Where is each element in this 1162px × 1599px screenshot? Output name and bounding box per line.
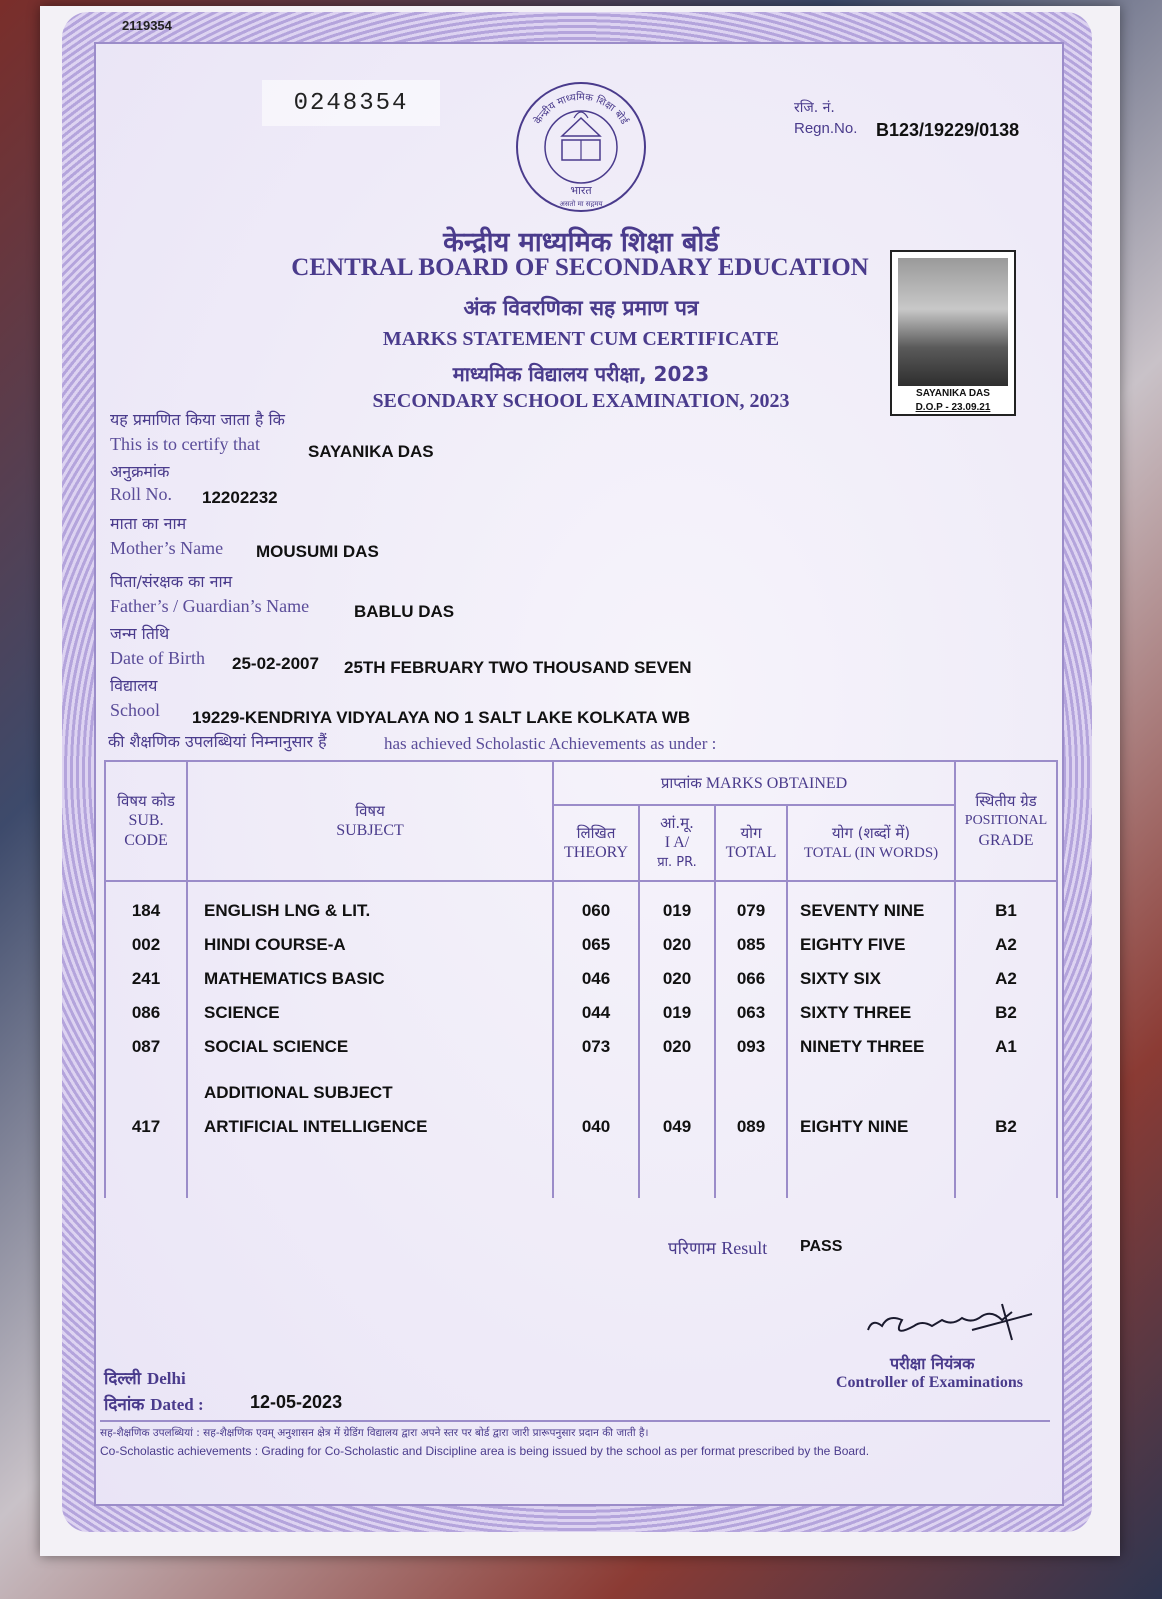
header-total: योग TOTAL (715, 805, 787, 881)
column-total-words (787, 881, 955, 1198)
portrait-image (898, 258, 1008, 386)
student-photo (890, 250, 1016, 416)
exam-title: SECONDARY SCHOOL EXAMINATION, 2023 (372, 390, 790, 412)
candidate-name: SAYANIKA DAS (308, 442, 434, 461)
mother-label-hindi: माता का नाम (110, 514, 187, 533)
board-name-hindi: केन्द्रीय माध्यमिक शिक्षा बोर्ड (443, 227, 719, 258)
issue-place: दिल्ली Delhi (104, 1369, 186, 1389)
date-of-birth: 25-02-2007 (232, 654, 319, 673)
header-subject: विषय SUBJECT (187, 761, 553, 881)
svg-text:केन्द्रीय माध्यमिक शिक्षा बोर् (532, 91, 631, 127)
total-cell: 066 (736, 969, 766, 988)
achieved-label: has achieved Scholastic Achievements as under : (384, 734, 717, 753)
school-label-hindi: विद्यालय (110, 676, 158, 695)
header-sub-code: विषय कोड SUB. CODE (105, 761, 187, 881)
cbse-emblem-icon (512, 78, 650, 216)
theory-cell: 044 (581, 1003, 611, 1022)
certify-label-hindi: यह प्रमाणित किया जाता है कि (110, 410, 285, 429)
father-label: Father’s / Guardian’s Name (110, 596, 310, 616)
certificate-number: 0248354 (262, 80, 440, 126)
column-theory (553, 881, 639, 1198)
theory-cell: 073 (581, 1037, 611, 1056)
total-cell: 079 (736, 901, 766, 920)
column-total (715, 881, 787, 1198)
total-cell: 063 (736, 1003, 766, 1022)
result-value: PASS (800, 1238, 843, 1255)
ia-cell: 019 (662, 901, 692, 920)
words-cell: SEVENTY NINE (800, 901, 925, 920)
document-title: MARKS STATEMENT CUM CERTIFICATE (382, 328, 780, 350)
header-positional-grade: स्थितीय ग्रेड POSITIONAL GRADE (955, 761, 1057, 881)
theory-cell: 060 (581, 901, 611, 920)
photo-caption-name: SAYANIKA DAS (916, 388, 990, 399)
grade-cell: B1 (995, 901, 1017, 920)
header-theory: लिखित THEORY (553, 805, 639, 881)
code-cell: 417 (131, 1117, 161, 1136)
school-label: School (110, 700, 161, 720)
total-cell: 093 (736, 1037, 766, 1056)
mother-name: MOUSUMI DAS (256, 542, 379, 561)
registration-label: Regn.No. (794, 120, 858, 137)
column-subject (187, 881, 553, 1198)
ia-cell: 020 (662, 1037, 692, 1056)
photo-caption-date: D.O.P - 23.09.21 (915, 402, 991, 413)
controller-title: Controller of Examinations (836, 1374, 1023, 1391)
header-internal-assessment: आं.मू. I A/ प्रा. PR. (639, 805, 715, 881)
document-title-hindi: अंक विवरणिका सह प्रमाण पत्र (463, 296, 699, 320)
mother-label: Mother’s Name (110, 538, 224, 558)
registration-label-hindi: रजि. नं. (794, 100, 835, 116)
footer-note-hindi: सह-शैक्षणिक उपलब्धियां : सह-शैक्षणिक एवम् अनुशासन क्षेत्र में ग्रेडिंग विद्यालय द्वारा अपने स्तर पर बोर्ड द्वारा जारी प्रारूपनुसार प्रदान की जाती है। (100, 1427, 649, 1439)
grade-cell: A2 (995, 935, 1017, 954)
column-grade (955, 881, 1057, 1198)
emblem-motto: असतो मा सद्गमय (559, 200, 603, 208)
date-of-birth-words: 25TH FEBRUARY TWO THOUSAND SEVEN (344, 658, 692, 677)
school-name: 19229-KENDRIYA VIDYALAYA NO 1 SALT LAKE KOLKATA WB (192, 708, 691, 727)
dob-label-hindi: जन्म तिथि (110, 624, 170, 643)
emblem-top-text: केन्द्रीय माध्यमिक शिक्षा बोर्ड (532, 91, 630, 127)
words-cell: EIGHTY FIVE (800, 935, 906, 954)
grade-cell: B2 (995, 1003, 1017, 1022)
certify-label: This is to certify that (110, 434, 260, 454)
exam-title-hindi: माध्यमिक विद्यालय परीक्षा, 2023 (452, 362, 710, 386)
subject-cell: ARTIFICIAL INTELLIGENCE (204, 1117, 428, 1136)
additional-subject-label: ADDITIONAL SUBJECT (204, 1083, 393, 1102)
father-name: BABLU DAS (354, 602, 455, 621)
header-marks-obtained: प्राप्तांक MARKS OBTAINED (553, 761, 955, 805)
faded-stamp (112, 62, 252, 106)
controller-title-hindi: परीक्षा नियंत्रक (890, 1354, 975, 1373)
code-cell: 086 (131, 1003, 161, 1022)
theory-cell: 040 (581, 1117, 611, 1136)
grade-cell: B2 (995, 1117, 1017, 1136)
achieved-label-hindi: की शैक्षणिक उपलब्धियां निम्नानुसार हैं (108, 732, 327, 751)
code-cell: 087 (131, 1037, 161, 1056)
total-cell: 085 (736, 935, 766, 954)
subject-cell: SOCIAL SCIENCE (204, 1037, 349, 1056)
top-serial-number: 2119354 (122, 18, 172, 33)
words-cell: SIXTY THREE (800, 1003, 912, 1022)
emblem-bottom-text: भारत (570, 184, 592, 197)
column-internal-assessment (639, 881, 715, 1198)
dob-label: Date of Birth (110, 648, 205, 668)
code-cell: 002 (131, 935, 161, 954)
roll-label: Roll No. (110, 484, 173, 504)
ia-cell: 020 (662, 969, 692, 988)
ia-cell: 019 (662, 1003, 692, 1022)
footer-note: Co-Scholastic achievements : Grading for Co-Scholastic and Discipline area is being issued by the school as per format prescribed by the Board. (100, 1444, 870, 1458)
theory-cell: 065 (581, 935, 611, 954)
issue-date-label: दिनांक Dated : (104, 1395, 204, 1415)
subject-cell: SCIENCE (204, 1003, 280, 1022)
total-cell: 089 (736, 1117, 766, 1136)
code-cell: 241 (131, 969, 161, 988)
subject-cell: MATHEMATICS BASIC (204, 969, 385, 988)
result-label: परिणाम Result (668, 1238, 768, 1259)
roll-number: 12202232 (202, 488, 278, 507)
marks-table (104, 760, 1058, 1198)
subject-cell: HINDI COURSE-A (204, 935, 346, 954)
grade-cell: A1 (995, 1037, 1017, 1056)
words-cell: EIGHTY NINE (800, 1117, 909, 1136)
ia-cell: 049 (662, 1117, 692, 1136)
signature-icon (862, 1290, 1042, 1350)
theory-cell: 046 (581, 969, 611, 988)
subject-cell: ENGLISH LNG & LIT. (204, 901, 371, 920)
roll-label-hindi: अनुक्रमांक (110, 462, 170, 481)
registration-number: B123/19229/0138 (876, 120, 1020, 140)
code-cell: 184 (131, 901, 161, 920)
column-sub-code (105, 881, 187, 1198)
ia-cell: 020 (662, 935, 692, 954)
father-label-hindi: पिता/संरक्षक का नाम (110, 572, 233, 591)
words-cell: SIXTY SIX (800, 969, 881, 988)
grade-cell: A2 (995, 969, 1017, 988)
header-total-words: योग (शब्दों में) TOTAL (IN WORDS) (787, 805, 955, 881)
words-cell: NINETY THREE (800, 1037, 925, 1056)
footer-divider (100, 1420, 1050, 1422)
board-name: CENTRAL BOARD OF SECONDARY EDUCATION (291, 254, 869, 281)
issue-date: 12-05-2023 (250, 1392, 343, 1412)
